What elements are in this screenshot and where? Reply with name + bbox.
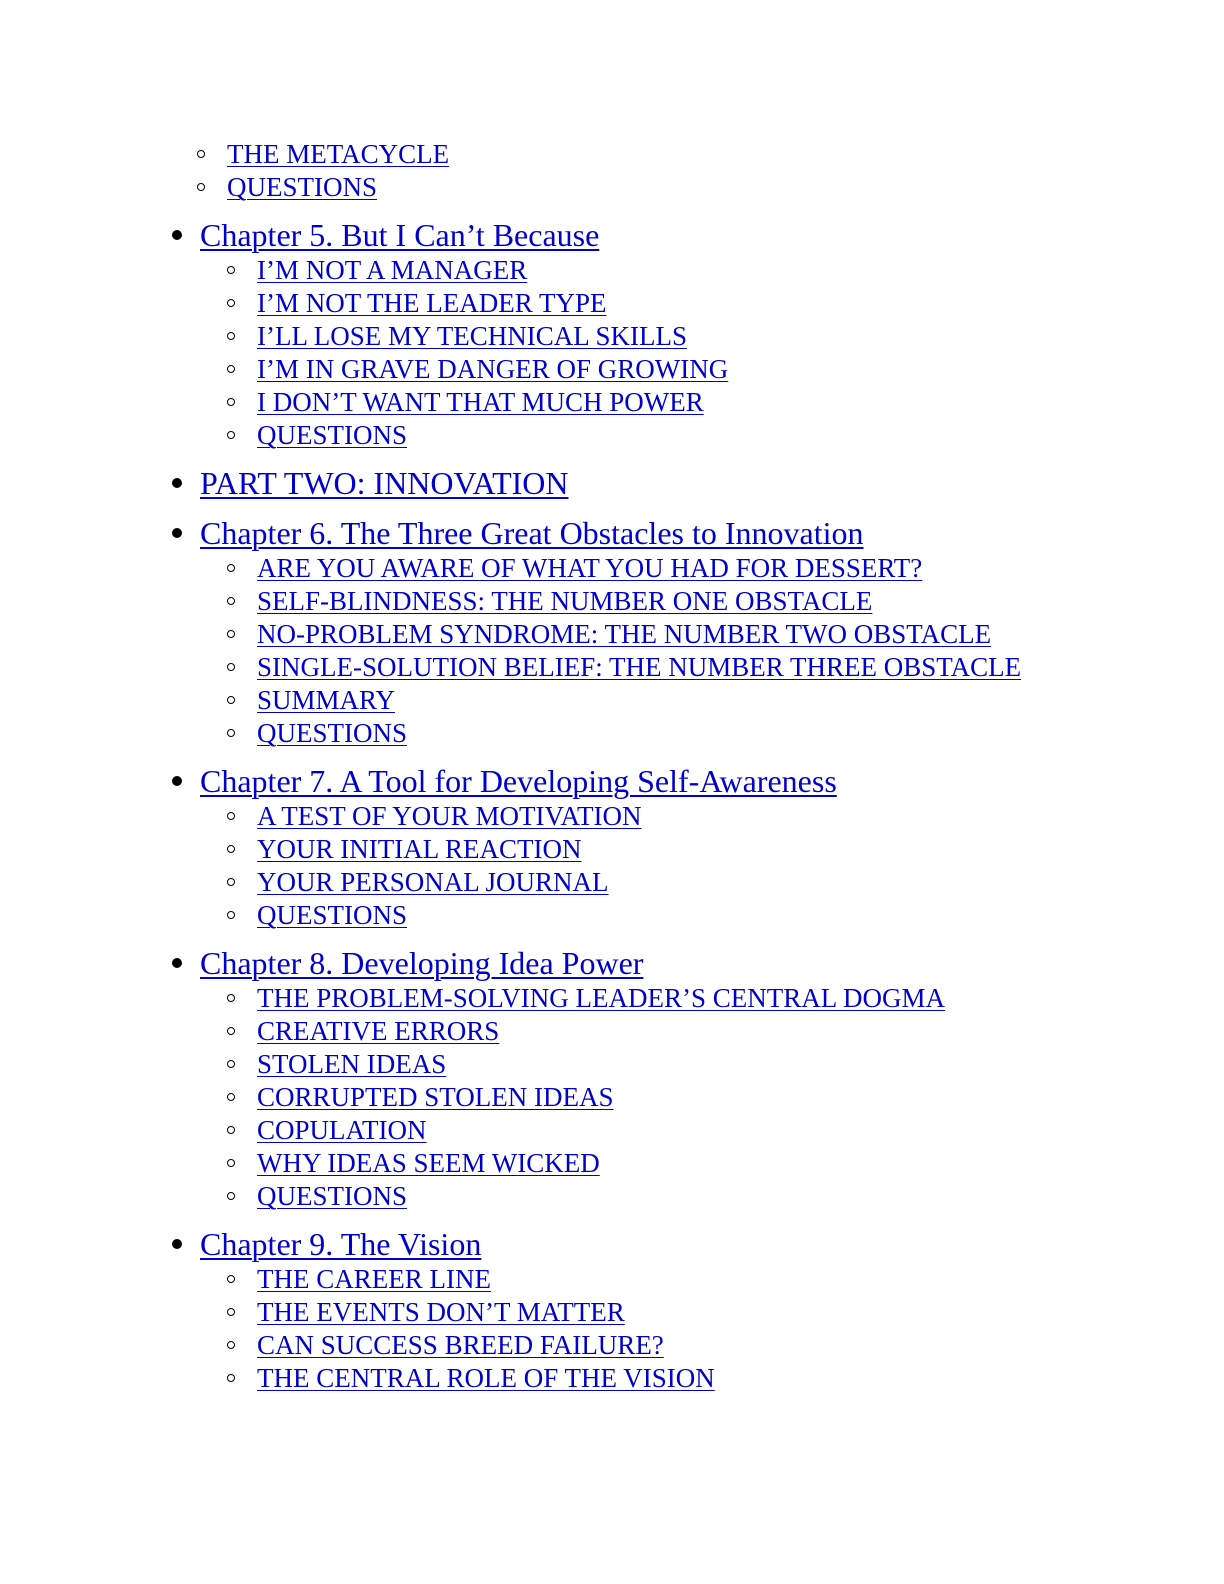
disc-bullet-icon	[172, 1239, 182, 1249]
circle-bullet-icon	[197, 150, 205, 158]
section-link-the-central-role-of-the-vision[interactable]: THE CENTRAL ROLE OF THE VISION	[257, 1363, 715, 1393]
circle-bullet-icon	[227, 994, 235, 1002]
section-list	[200, 982, 1170, 1213]
chapter-link-chapter-9-the-vision[interactable]: Chapter 9. The Vision	[200, 1226, 482, 1262]
circle-bullet-icon	[227, 266, 235, 274]
section-link-creative-errors[interactable]: CREATIVE ERRORS	[257, 1016, 500, 1046]
disc-bullet-icon	[172, 230, 182, 240]
section-link-i-ll-lose-my-technical-skills[interactable]: I’LL LOSE MY TECHNICAL SKILLS	[257, 321, 687, 351]
circle-bullet-icon	[227, 845, 235, 853]
chapter-link-chapter-8-developing-idea-power[interactable]: Chapter 8. Developing Idea Power	[200, 945, 644, 981]
toc-section-item	[257, 320, 1170, 353]
section-link-corrupted-stolen-ideas[interactable]: CORRUPTED STOLEN IDEAS	[257, 1082, 614, 1112]
circle-bullet-icon	[227, 663, 235, 671]
toc-section-item	[257, 1147, 1170, 1180]
toc-section-item	[257, 287, 1170, 320]
toc-chapter-item	[170, 216, 1170, 452]
section-link-summary[interactable]: SUMMARY	[257, 685, 396, 715]
circle-bullet-icon	[227, 597, 235, 605]
circle-bullet-icon	[227, 365, 235, 373]
toc-chapter-item	[170, 464, 1170, 502]
section-list	[200, 254, 1170, 452]
circle-bullet-icon	[227, 1308, 235, 1316]
section-list	[200, 1263, 1170, 1395]
circle-bullet-icon	[227, 398, 235, 406]
circle-bullet-icon	[227, 299, 235, 307]
circle-bullet-icon	[227, 1027, 235, 1035]
toc-section-item	[257, 552, 1170, 585]
circle-bullet-icon	[227, 1374, 235, 1382]
circle-bullet-icon	[227, 630, 235, 638]
section-list	[200, 800, 1170, 932]
toc-section-item	[257, 1329, 1170, 1362]
circle-bullet-icon	[227, 431, 235, 439]
toc-chapter-item	[170, 762, 1170, 932]
circle-bullet-icon	[227, 911, 235, 919]
circle-bullet-icon	[227, 729, 235, 737]
toc-section-item	[257, 254, 1170, 287]
toc-section-item	[257, 1296, 1170, 1329]
circle-bullet-icon	[227, 564, 235, 572]
circle-bullet-icon	[227, 812, 235, 820]
circle-bullet-icon	[227, 1093, 235, 1101]
circle-bullet-icon	[227, 1159, 235, 1167]
section-list	[200, 552, 1170, 750]
section-link-can-success-breed-failure[interactable]: CAN SUCCESS BREED FAILURE?	[257, 1330, 664, 1360]
toc-section-item	[257, 717, 1170, 750]
chapter-link-chapter-5-but-i-can-t-because[interactable]: Chapter 5. But I Can’t Because	[200, 217, 600, 253]
toc-section-item	[257, 386, 1170, 419]
section-link-questions[interactable]: QUESTIONS	[257, 900, 408, 930]
section-link-the-events-don-t-matter[interactable]: THE EVENTS DON’T MATTER	[257, 1297, 625, 1327]
toc-section-item	[257, 1180, 1170, 1213]
section-link-i-don-t-want-that-much-power[interactable]: I DON’T WANT THAT MUCH POWER	[257, 387, 704, 417]
toc-section-item	[257, 684, 1170, 717]
section-link-single-solution-belief-the-number-three-obstacle[interactable]: SINGLE-SOLUTION BELIEF: THE NUMBER THREE OBSTACLE	[257, 652, 1022, 682]
table-of-contents	[170, 138, 1170, 1395]
toc-section-item	[257, 585, 1170, 618]
disc-bullet-icon	[172, 528, 182, 538]
section-link-a-test-of-your-motivation[interactable]: A TEST OF YOUR MOTIVATION	[257, 801, 642, 831]
section-link-no-problem-syndrome-the-number-two-obstacle[interactable]: NO-PROBLEM SYNDROME: THE NUMBER TWO OBSTACLE	[257, 619, 992, 649]
circle-bullet-icon	[227, 1341, 235, 1349]
chapter-link-part-two-innovation[interactable]: PART TWO: INNOVATION	[200, 465, 569, 501]
section-link-stolen-ideas[interactable]: STOLEN IDEAS	[257, 1049, 447, 1079]
section-link-copulation[interactable]: COPULATION	[257, 1115, 427, 1145]
circle-bullet-icon	[227, 1275, 235, 1283]
toc-chapter-item	[170, 514, 1170, 750]
section-link-are-you-aware-of-what-you-had-for-dessert[interactable]: ARE YOU AWARE OF WHAT YOU HAD FOR DESSERT?	[257, 553, 923, 583]
toc-section-item	[257, 866, 1170, 899]
toc-chapter-item	[170, 1225, 1170, 1395]
circle-bullet-icon	[227, 1192, 235, 1200]
toc-section-item	[257, 982, 1170, 1015]
section-link-why-ideas-seem-wicked[interactable]: WHY IDEAS SEEM WICKED	[257, 1148, 600, 1178]
disc-bullet-icon	[172, 776, 182, 786]
toc-section-item	[257, 1114, 1170, 1147]
toc-section-item	[227, 171, 1170, 204]
toc-section-item	[257, 1081, 1170, 1114]
circle-bullet-icon	[227, 878, 235, 886]
toc-section-item	[257, 899, 1170, 932]
toc-section-item	[257, 618, 1170, 651]
disc-bullet-icon	[172, 958, 182, 968]
circle-bullet-icon	[227, 1060, 235, 1068]
toc-section-item	[257, 419, 1170, 452]
section-link-the-problem-solving-leader-s-central-dogma[interactable]: THE PROBLEM-SOLVING LEADER’S CENTRAL DOGMA	[257, 983, 945, 1013]
section-link-questions[interactable]: QUESTIONS	[257, 718, 408, 748]
toc-section-item	[257, 1263, 1170, 1296]
toc-section-item	[257, 800, 1170, 833]
section-link-questions[interactable]: QUESTIONS	[227, 172, 378, 202]
circle-bullet-icon	[227, 1126, 235, 1134]
section-link-your-initial-reaction[interactable]: YOUR INITIAL REACTION	[257, 834, 582, 864]
section-link-the-career-line[interactable]: THE CAREER LINE	[257, 1264, 491, 1294]
circle-bullet-icon	[227, 332, 235, 340]
section-link-the-metacycle[interactable]: THE METACYCLE	[227, 139, 450, 169]
orphan-section-list	[170, 138, 1170, 204]
section-link-i-m-not-the-leader-type[interactable]: I’M NOT THE LEADER TYPE	[257, 288, 607, 318]
section-link-i-m-in-grave-danger-of-growing[interactable]: I’M IN GRAVE DANGER OF GROWING	[257, 354, 729, 384]
circle-bullet-icon	[227, 696, 235, 704]
section-link-your-personal-journal[interactable]: YOUR PERSONAL JOURNAL	[257, 867, 609, 897]
chapter-link-chapter-6-the-three-great-obstacles-to-innovation[interactable]: Chapter 6. The Three Great Obstacles to Innovation	[200, 515, 864, 551]
toc-section-item	[257, 1362, 1170, 1395]
section-link-questions[interactable]: QUESTIONS	[257, 1181, 408, 1211]
chapter-link-chapter-7-a-tool-for-developing-self-awareness[interactable]: Chapter 7. A Tool for Developing Self-Awareness	[200, 763, 837, 799]
circle-bullet-icon	[197, 183, 205, 191]
toc-section-item	[227, 138, 1170, 171]
toc-section-item	[257, 651, 1170, 684]
chapter-list	[170, 216, 1170, 1395]
section-link-i-m-not-a-manager[interactable]: I’M NOT A MANAGER	[257, 255, 528, 285]
section-link-questions[interactable]: QUESTIONS	[257, 420, 408, 450]
disc-bullet-icon	[172, 478, 182, 488]
toc-section-item	[257, 1048, 1170, 1081]
toc-section-item	[257, 353, 1170, 386]
toc-section-item	[257, 833, 1170, 866]
section-link-self-blindness-the-number-one-obstacle[interactable]: SELF-BLINDNESS: THE NUMBER ONE OBSTACLE	[257, 586, 873, 616]
toc-section-item	[257, 1015, 1170, 1048]
toc-chapter-item	[170, 944, 1170, 1213]
